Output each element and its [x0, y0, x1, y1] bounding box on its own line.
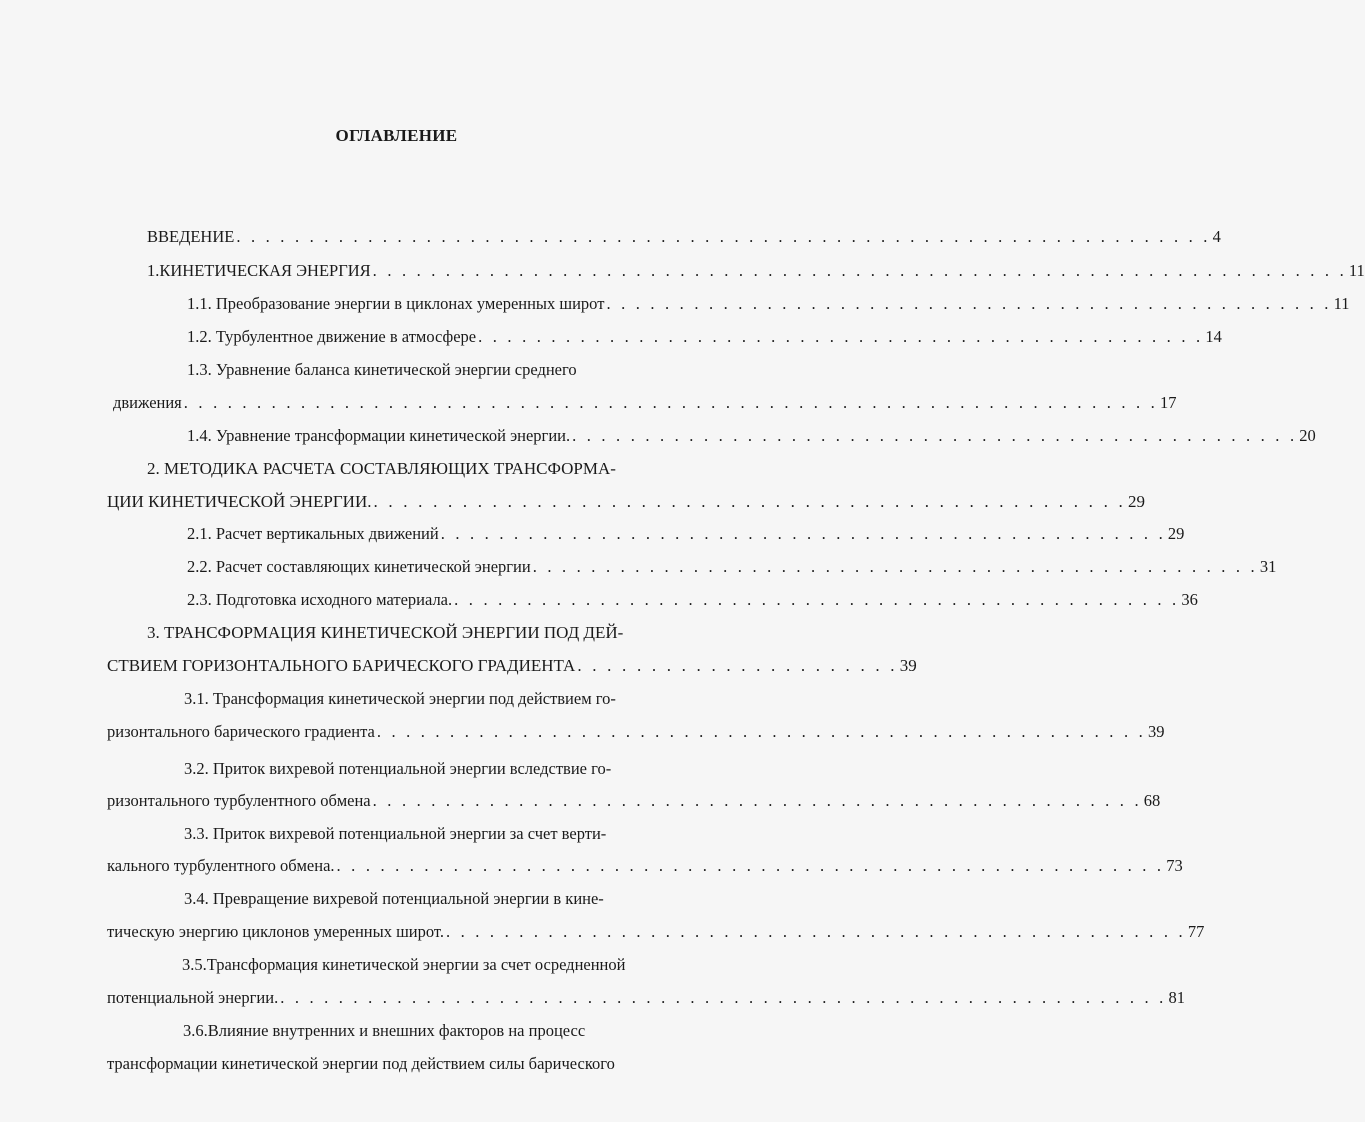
toc-entry-page: 81	[1168, 988, 1186, 1007]
toc-entry	[184, 757, 754, 781]
toc-entry	[107, 854, 1183, 878]
dot-leader: . . . . . . . . . . . . . . . . . . . . . . . . . . . . . . . . . . . . . . . . . . . . . . . . . .	[606, 294, 1332, 313]
toc-entry-title: ЦИИ КИНЕТИЧЕСКОЙ ЭНЕРГИИ.	[107, 492, 372, 511]
toc-entry-page: 20	[1299, 426, 1316, 445]
toc-entry	[147, 621, 747, 645]
toc-entry-page: 11	[1333, 294, 1350, 313]
dot-leader: . . . . . . . . . . . . . . . . . . . . . . . . . . . . . . . . . . . . . . . . . . . . . . . . . . . . . . . . . . . . . . . . . . .	[236, 227, 1211, 246]
toc-entry	[187, 424, 1316, 448]
toc-entry	[107, 920, 1205, 944]
toc-entry	[107, 720, 1165, 744]
toc-entry	[183, 1019, 763, 1043]
toc-entry-title: тическую энергию циклонов умеренных широт.	[107, 922, 444, 941]
toc-entry-title: 3. ТРАНСФОРМАЦИЯ КИНЕТИЧЕСКОЙ ЭНЕРГИИ ПОД ДЕЙ-	[147, 623, 624, 642]
dot-leader: . . . . . . . . . . . . . . . . . . . . . . . . . . . . . . . . . . . . . . . . . . . . . . . . . . .	[373, 492, 1126, 511]
toc-entry-page: 4	[1212, 227, 1221, 246]
toc-entry-page: 68	[1143, 791, 1161, 810]
toc-entry	[184, 687, 754, 711]
toc-entry-title: ризонтального барического градиента	[107, 722, 375, 741]
toc-entry-page: 29	[1127, 492, 1145, 511]
toc-entry-title: 1.2. Турбулентное движение в атмосфере	[187, 327, 477, 346]
dot-leader: . . . . . . . . . . . . . . . . . . . . . . . . . . . . . . . . . . . . . . . . . . . . . . . . . . . . . . . . .	[336, 856, 1165, 875]
toc-entry-title: 2.3. Подготовка исходного материала.	[187, 590, 453, 609]
toc-entry	[107, 1052, 747, 1076]
toc-entry-page: 39	[1147, 722, 1165, 741]
dot-leader: . . . . . . . . . . . . . . . . . . . . . . . . . . . . . . . . . . . . . . . . . . . . . . . . . .	[478, 327, 1204, 346]
toc-entry-title: 3.1. Трансформация кинетической энергии под действием го-	[184, 689, 616, 708]
toc-entry	[184, 887, 754, 911]
toc-entry	[107, 654, 917, 678]
dot-leader: . . . . . . . . . . . . . . . . . . . . . . . . . . . . . . . . . . . . . . . . . . . . . . . . . .	[572, 426, 1298, 445]
toc-entry	[107, 986, 1186, 1010]
dot-leader: . . . . . . . . . . . . . . . . . . . . . . . . . . . . . . . . . . . . . . . . . . . . . . . . . . . . .	[376, 722, 1146, 741]
toc-entry-title: 2.2. Расчет составляющих кинетической энергии	[187, 557, 531, 576]
toc-entry-title: 1.1. Преобразование энергии в циклонах умеренных широт	[187, 294, 605, 313]
toc-entry	[187, 522, 1185, 546]
toc-entry	[187, 588, 1198, 612]
dot-leader: . . . . . . . . . . . . . . . . . . . . . . . . . . . . . . . . . . . . . . . . . . . . . . . . . . . . .	[372, 791, 1142, 810]
toc-entry-page: 17	[1160, 393, 1177, 412]
toc-entry-title: 3.2. Приток вихревой потенциальной энергии вследствие го-	[184, 759, 612, 778]
toc-entry-page: 11	[1348, 261, 1365, 280]
toc-entry-page: 73	[1166, 856, 1183, 875]
toc-entry-page: 39	[899, 656, 917, 675]
toc-entry-title: кального турбулентного обмена.	[107, 856, 335, 875]
toc-entry-title: 1.4. Уравнение трансформации кинетической энергии.	[187, 426, 571, 445]
toc-entry-page: 14	[1205, 327, 1222, 346]
toc-entry-page: 29	[1167, 524, 1185, 543]
toc-entry-title: 3.5.Трансформация кинетической энергии за счет осредненной	[182, 955, 626, 974]
toc-entry	[107, 789, 1161, 813]
dot-leader: . . . . . . . . . . . . . . . . . . . . . . . . . . . . . . . . . . . . . . . . . . . . . . . . . .	[532, 557, 1258, 576]
toc-entry-page: 77	[1187, 922, 1205, 941]
toc-entry	[147, 225, 1221, 249]
dot-leader: . . . . . . . . . . . . . . . . . . . . . . . . . . . . . . . . . . . . . . . . . . . . . . . . . . . . . . . . . . . . .	[280, 988, 1167, 1007]
dot-leader: . . . . . . . . . . . . . . . . . . . . . .	[577, 656, 898, 675]
toc-entry-title: СТВИЕМ ГОРИЗОНТАЛЬНОГО БАРИЧЕСКОГО ГРАДИЕНТА	[107, 656, 576, 675]
toc-entry-page: 36	[1181, 590, 1198, 609]
toc-entry-title: 2.1. Расчет вертикальных движений	[187, 524, 439, 543]
toc-entry	[187, 292, 1350, 316]
dot-leader: . . . . . . . . . . . . . . . . . . . . . . . . . . . . . . . . . . . . . . . . . . . . . . . . . . . . . . . . . . . . . . . . . . .	[372, 261, 1347, 280]
toc-entry-page: 31	[1259, 557, 1277, 576]
toc-entry	[187, 325, 1222, 349]
dot-leader: . . . . . . . . . . . . . . . . . . . . . . . . . . . . . . . . . . . . . . . . . . . . . . . . . . . . . . . . . . . . . . . . . . .	[183, 393, 1159, 412]
toc-entry	[147, 259, 1365, 283]
toc-entry-title: трансформации кинетической энергии под действием силы барического	[107, 1054, 615, 1073]
toc-entry	[147, 457, 747, 481]
toc-entry-title: 3.3. Приток вихревой потенциальной энергии за счет верти-	[184, 824, 607, 843]
toc-entry-title: ВВЕДЕНИЕ	[147, 227, 235, 246]
toc-entry-title: потенциальной энергии.	[107, 988, 279, 1007]
toc-entry-title: 1.КИНЕТИЧЕСКАЯ ЭНЕРГИЯ	[147, 261, 371, 280]
toc-entry-title: 3.4. Превращение вихревой потенциальной энергии в кине-	[184, 889, 604, 908]
toc-entry	[182, 953, 762, 977]
toc-entry	[187, 358, 747, 382]
page-title: ОГЛАВЛЕНИЕ	[335, 126, 458, 145]
toc-entry	[113, 391, 1177, 415]
dot-leader: . . . . . . . . . . . . . . . . . . . . . . . . . . . . . . . . . . . . . . . . . . . . . . . . . .	[454, 590, 1180, 609]
toc-entry-title: движения	[113, 393, 182, 412]
toc-entry	[184, 822, 754, 846]
dot-leader: . . . . . . . . . . . . . . . . . . . . . . . . . . . . . . . . . . . . . . . . . . . . . . . . . . .	[445, 922, 1186, 941]
toc-entry-title: 1.3. Уравнение баланса кинетической энергии среднего	[187, 360, 577, 379]
dot-leader: . . . . . . . . . . . . . . . . . . . . . . . . . . . . . . . . . . . . . . . . . . . . . . . . . .	[440, 524, 1166, 543]
toc-entry-title: 2. МЕТОДИКА РАСЧЕТА СОСТАВЛЯЮЩИХ ТРАНСФОРМА-	[147, 459, 616, 478]
toc-entry-title: ризонтального турбулентного обмена	[107, 791, 371, 810]
toc-entry	[187, 555, 1277, 579]
toc-entry-title: 3.6.Влияние внутренних и внешних факторов на процесс	[183, 1021, 586, 1040]
toc-entry	[107, 490, 1145, 514]
